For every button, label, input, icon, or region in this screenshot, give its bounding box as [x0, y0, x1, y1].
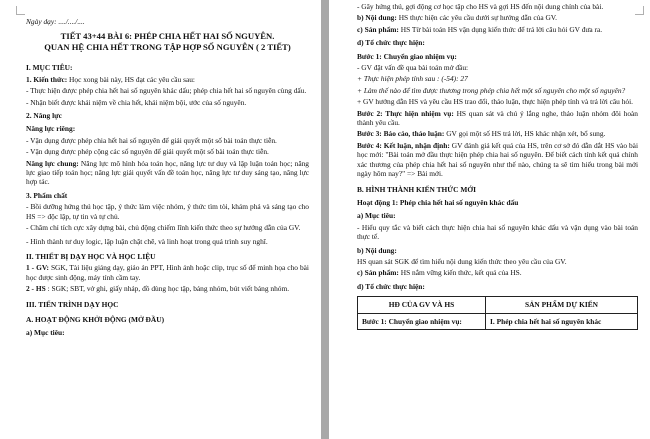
warmup-product-text: HS Từ bài toán HS vận dụng kiến thức để trả lời câu hỏi GV đưa ra. — [398, 24, 603, 34]
activity-product-label: c) Sản phẩm: — [357, 268, 399, 278]
knowledge-label: 1. Kiến thức: — [26, 74, 68, 84]
table-cell: Bước 1: Chuyển giao nhiệm vụ: — [358, 314, 486, 329]
qualities-line-2: - Chăm chỉ tích cực xây dựng bài, chủ động chiếm lĩnh kiến thức theo sự hướng dẫn của GV. — [26, 223, 301, 233]
warmup-content-label: b) Nội dung: — [357, 13, 397, 23]
qualities-line-3: - Hình thành tư duy logic, lập luận chặt chẽ, và linh hoạt trong quá trình suy nghĩ. — [26, 236, 268, 246]
student-materials-paragraph — [26, 284, 309, 293]
knowledge-paragraph — [26, 75, 309, 84]
warmup-organization-heading: d) Tổ chức thực hiện: — [357, 38, 425, 48]
knowledge-text: Học xong bài này, HS đạt các yêu cầu sau: — [67, 74, 195, 84]
activity-organization-heading: d) Tổ chức thực hiện: — [357, 281, 425, 291]
warmup-objective-heading: a) Mục tiêu: — [26, 328, 65, 338]
activity-objective-heading: a) Mục tiêu: — [357, 211, 396, 221]
general-competency-text: Năng lực mô hình hóa toán học, năng lực tư duy và lập luận toán học; năng lực giao tiếp toán học; năng lực giải quyết vấn đề toán học, năng lực tư duy sáng tạo, năng lực hợp tác. — [26, 158, 309, 187]
step-3-paragraph — [357, 129, 638, 138]
step-1-line-4: + GV hướng dẫn HS và yêu cầu HS trao đổi, thảo luận, thực hiện phép tính và trả lời câu hỏi. — [357, 97, 634, 107]
step-2-label: Bước 2: Thực hiện nhiệm vụ: — [357, 108, 454, 118]
section-heading-process: III. TIẾN TRÌNH DẠY HỌC — [26, 299, 119, 309]
activity-content-line: HS quan sát SGK để tìm hiểu nội dung kiến thức theo yêu cầu của GV. — [357, 256, 567, 266]
student-materials-label: 2 - HS — [26, 284, 46, 294]
activity-product-paragraph — [357, 268, 638, 277]
activity-objective-line: - Hiểu quy tắc và biết cách thực hiện chia hai số nguyên khác dấu và vận dụng vào bài toán thực tế. — [357, 222, 638, 242]
step-1-line-2: + Thực hiện phép tính sau : (-54): 27 — [357, 74, 468, 84]
qualities-heading: 3. Phẩm chất — [26, 190, 68, 200]
teacher-materials-paragraph — [26, 263, 309, 282]
step-4-paragraph — [357, 141, 638, 179]
warmup-content-paragraph — [357, 13, 638, 22]
specific-competency-line-2: - Vận dụng được phép cộng các số nguyên để giải quyết một số bài toán thực tiễn. — [26, 147, 269, 157]
step-2-paragraph — [357, 109, 638, 128]
warmup-content-text: HS thực hiện các yêu cầu dưới sự hướng dẫn của GV. — [396, 13, 558, 23]
specific-competency-line-1: - Vận dụng được phép chia hết hai số nguyên để giải quyết một số bài toán thực tiễn. — [26, 135, 277, 145]
date-line: Ngày dạy: ..../..../.... — [26, 17, 85, 26]
lesson-title: TIẾT 43+44 BÀI 6: PHÉP CHIA HẾT HAI SỐ NGUYÊN. — [60, 31, 275, 42]
step-3-text: GV gọi một số HS trả lời, HS khác nhận xét, bổ sung. — [444, 129, 606, 139]
step-1-line-3: + Làm thế nào để tìm được thương trong phép chia hết một số nguyên cho một số nguyên? — [357, 85, 626, 95]
section-heading-objectives: I. MỤC TIÊU: — [26, 63, 73, 73]
step-1-heading: Bước 1: Chuyển giao nhiệm vụ: — [357, 51, 457, 61]
page-corner-mark — [16, 6, 25, 15]
teacher-materials-text: SGK, Tài liệu giảng dạy, giáo án PPT, Hình ảnh hoặc clip, trục số để minh họa cho bài học được sinh động, máy tính cầm tay. — [26, 263, 309, 282]
activity-content-heading: b) Nội dung: — [357, 245, 397, 255]
document-page-left — [0, 0, 321, 439]
section-heading-new-knowledge: B. HÌNH THÀNH KIẾN THỨC MỚI — [357, 184, 476, 194]
document-page-right — [329, 0, 650, 439]
competency-heading: 2. Năng lực — [26, 111, 62, 121]
knowledge-line-1: - Thực hiện được phép chia hết hai số nguyên khác dấu; phép chia hết hai số nguyên cùng dấu. — [26, 86, 307, 96]
teacher-materials-label: 1 - GV: — [26, 263, 49, 273]
qualities-line-1: - Bồi dưỡng hứng thú học tập, ý thức làm việc nhóm, ý thức tìm tòi, khám phá và sáng tạo cho HS => độc lập, tự tin và tự chủ. — [26, 202, 309, 221]
section-heading-equipment: II. THIẾT BỊ DẠY HỌC VÀ HỌC LIỆU — [26, 251, 156, 261]
step-4-label: Bước 4: Kết luận, nhận định: — [357, 140, 450, 150]
general-competency-label: Năng lực chung: — [26, 158, 79, 168]
activity-product-text: HS nắm vững kiến thức, kết quả của HS. — [398, 268, 522, 278]
warmup-objective-line: - Gây hứng thú, gợi động cơ học tập cho HS và gợi HS đến nội dung chính của bài. — [357, 2, 604, 11]
warmup-product-label: c) Sản phẩm: — [357, 24, 399, 34]
step-3-label: Bước 3: Báo cáo, thảo luận: — [357, 129, 445, 139]
section-heading-warmup: A. HOẠT ĐỘNG KHỞI ĐỘNG (MỞ ĐẦU) — [26, 314, 165, 324]
lesson-subtitle: QUAN HỆ CHIA HẾT TRONG TẬP HỢP SỐ NGUYÊN ( 2 TIẾT) — [44, 42, 291, 53]
step-4-text: GV đánh giá kết quả của HS, trên cơ sở đó dẫn dắt HS vào bài học mới: "Bài toán mở đầu thực hiện phép chia hai số nguyên. Để biết cách tính kết quả chính xác thương của phép chia hết hai số nguyên như thế nào, chúng ta sẽ tìm hiểu trong bài mới ngày hôm nay?" => Bài mới. — [357, 140, 638, 179]
table-header-row — [357, 296, 638, 313]
table-header-cell: SẢN PHẨM DỰ KIẾN — [524, 300, 598, 310]
knowledge-line-2: - Nhận biết được khái niệm về chia hết, khái niệm bội, ước của số nguyên. — [26, 97, 247, 107]
table-header-cell: HĐ CỦA GV VÀ HS — [358, 297, 486, 312]
student-materials-text: : SGK; SBT, vở ghi, giấy nháp, đồ dùng học tập, bảng nhóm, bút viết bảng nhóm. — [45, 284, 290, 294]
activity-1-heading: Hoạt động 1: Phép chia hết hai số nguyên khác dấu — [357, 197, 519, 207]
step-1-line-1: - GV đặt vấn đề qua bài toán mở đầu: — [357, 63, 469, 73]
general-competency-paragraph — [26, 159, 309, 187]
warmup-product-paragraph — [357, 25, 638, 34]
table-row — [357, 314, 638, 330]
step-2-text: HS quan sát và chú ý lắng nghe, thảo luận nhóm đôi hoàn thành yêu cầu. — [357, 108, 638, 128]
specific-competency-heading: Năng lực riêng: — [26, 124, 76, 134]
table-cell: I. Phép chia hết hai số nguyên khác — [490, 316, 602, 326]
page-corner-mark — [635, 6, 644, 15]
